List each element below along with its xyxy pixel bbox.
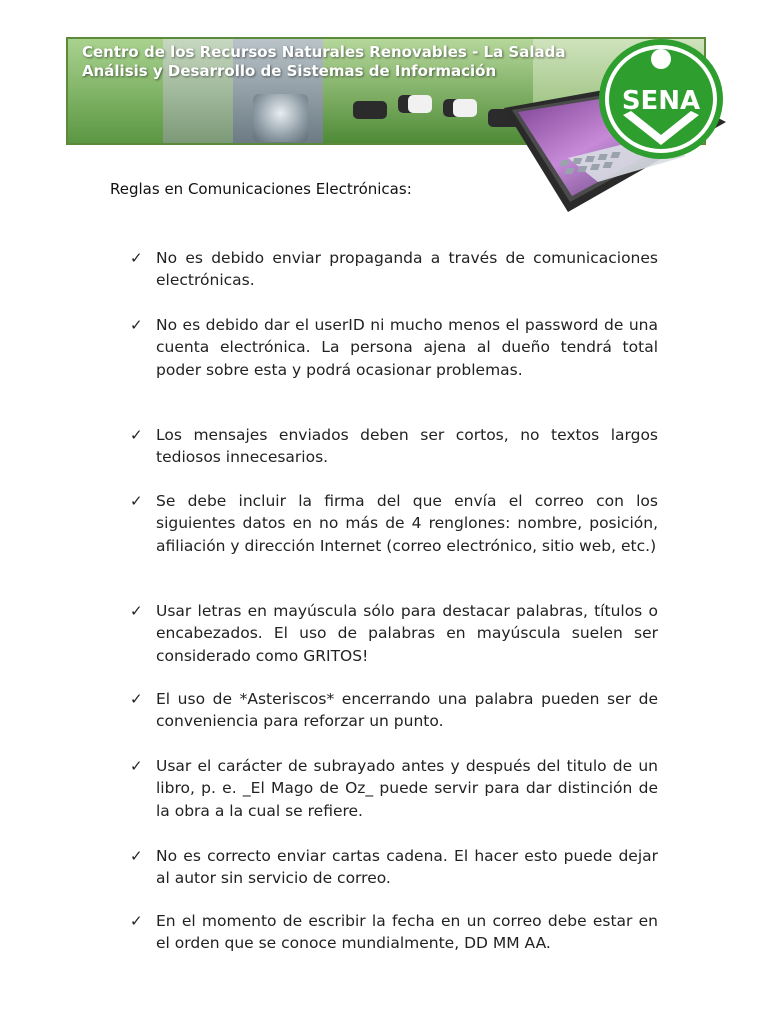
list-item <box>130 424 658 469</box>
rule-text: Usar el carácter de subrayado antes y después del titulo de un libro, p. e. _El Mago de Oz_ puede servir para dar distinción de la obra a la cual se refiere. <box>156 757 658 820</box>
check-icon: ✓ <box>130 690 143 708</box>
list-item <box>130 910 658 955</box>
check-icon: ✓ <box>130 602 143 620</box>
list-item <box>130 755 658 822</box>
check-icon: ✓ <box>130 757 143 775</box>
check-icon: ✓ <box>130 426 143 444</box>
banner-title <box>82 43 565 81</box>
check-icon: ✓ <box>130 249 143 267</box>
rule-text: No es correcto enviar cartas cadena. El hacer esto puede dejar al autor sin servicio de correo. <box>156 847 658 888</box>
cow-image <box>443 99 477 117</box>
list-item <box>130 688 658 733</box>
sena-logo <box>597 37 725 161</box>
list-item <box>130 247 658 292</box>
list-item <box>130 490 658 557</box>
check-icon: ✓ <box>130 847 143 865</box>
check-icon: ✓ <box>130 912 143 930</box>
rule-text: No es debido dar el userID ni mucho menos el password de una cuenta electrónica. La persona ajena al dueño tendrá total poder sobre esta y podrá ocasionar problemas. <box>156 316 658 379</box>
cow-image <box>398 95 432 113</box>
list-item <box>130 845 658 890</box>
banner-machine-image <box>253 94 308 142</box>
page-title-text: Reglas en Comunicaciones Electrónicas <box>110 180 407 198</box>
page-title-suffix: : <box>406 180 412 198</box>
banner-title-line2: Análisis y Desarrollo de Sistemas de Información <box>82 62 497 80</box>
rule-text: No es debido enviar propaganda a través de comunicaciones electrónicas. <box>156 249 658 290</box>
list-item <box>130 600 658 667</box>
check-icon: ✓ <box>130 492 143 510</box>
banner-title-line1: Centro de los Recursos Naturales Renovables - La Salada <box>82 43 566 61</box>
list-item <box>130 314 658 381</box>
rule-text: Se debe incluir la firma del que envía el correo con los siguientes datos en no más de 4 renglones: nombre, posición, afiliación y dirección Internet (correo electrónico, sitio web, etc.) <box>156 492 658 555</box>
rule-text: El uso de *Asteriscos* encerrando una palabra pueden ser de conveniencia para reforzar un punto. <box>156 690 658 731</box>
cow-image <box>353 101 387 119</box>
rule-text: Los mensajes enviados deben ser cortos, no textos largos tediosos innecesarios. <box>156 426 658 467</box>
page-title <box>110 180 412 198</box>
logo-text: SENA <box>621 86 701 116</box>
check-icon: ✓ <box>130 316 143 334</box>
rule-text: Usar letras en mayúscula sólo para destacar palabras, títulos o encabezados. El uso de palabras en mayúscula suelen ser considerado como GRITOS! <box>156 602 658 665</box>
rule-text: En el momento de escribir la fecha en un correo debe estar en el orden que se conoce mundialmente, DD MM AA. <box>156 912 658 953</box>
